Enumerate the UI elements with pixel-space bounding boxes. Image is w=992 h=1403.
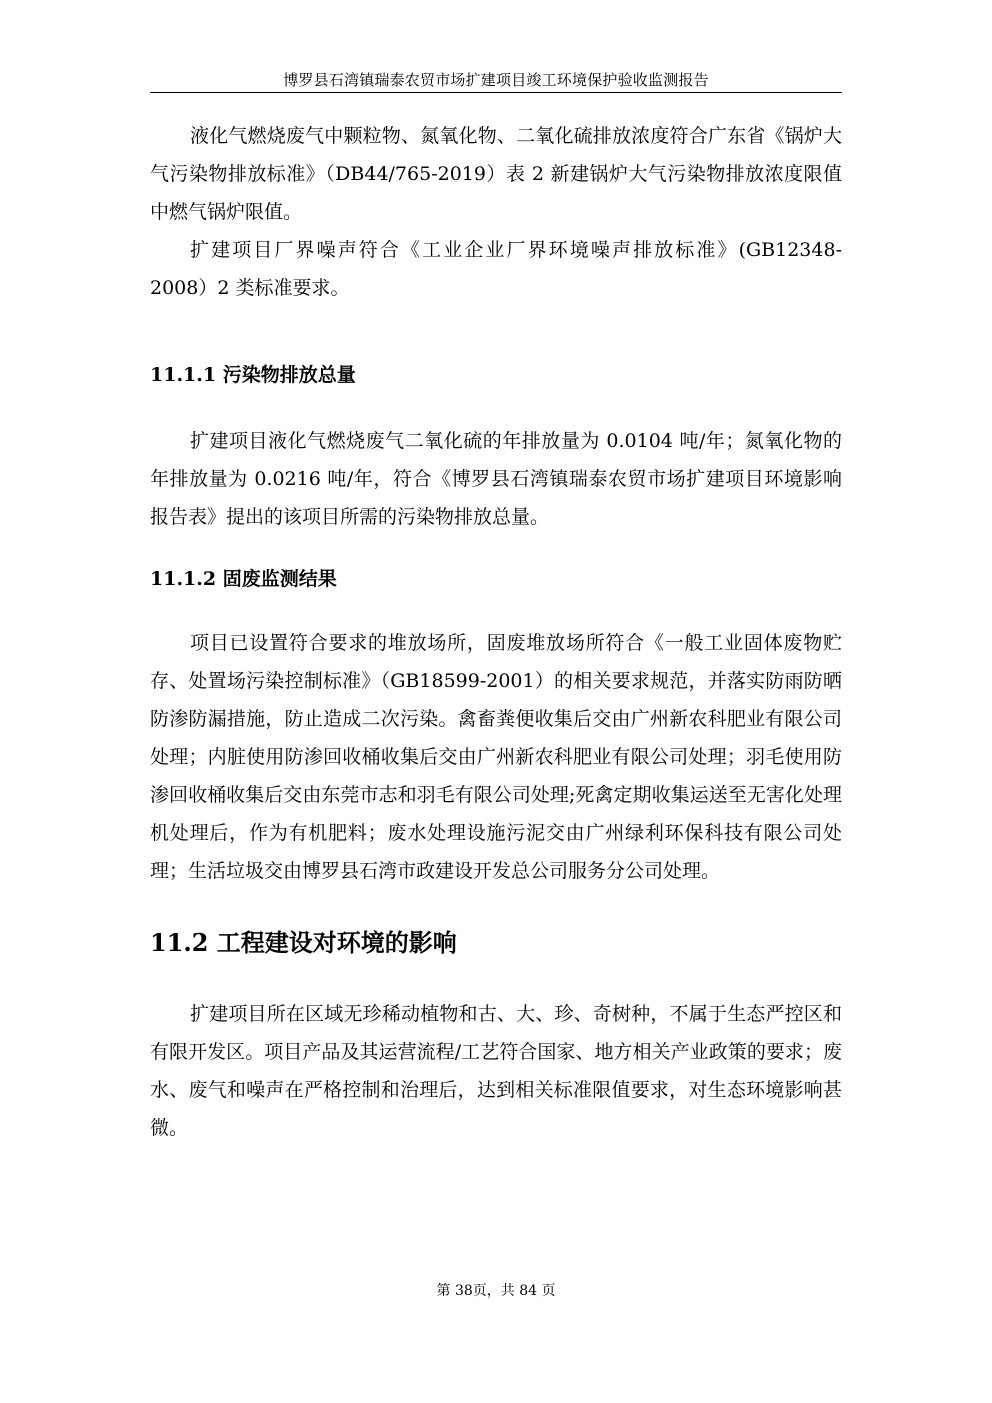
page-footer <box>0 1281 992 1301</box>
heading-solid-waste: 11.1.2 固废监测结果 <box>150 568 337 590</box>
header-title: 博罗县石湾镇瑞泰农贸市场扩建项目竣工环境保护验收监测报告 <box>283 71 709 89</box>
paragraph-solid-waste: 项目已设置符合要求的堆放场所，固废堆放场所符合《一般工业固体废物贮存、处置场污染控制标准》（GB18599-2001）的相关要求规范，并落实防雨防晒防渗防漏措施，防止造成二次污染。禽畜粪便收集后交由广州新农科肥业有限公司处理；内脏使用防渗回收桶收集后交由广州新农科肥业有限公司处理；羽毛使用防渗回收桶收集后交由东莞市志和羽毛有限公司处理;死禽定期收集运送至无害化处理机处理后，作为有机肥料；废水处理设施污泥交由广州绿利环保科技有限公司处理；生活垃圾交由博罗县石湾市政建设开发总公司服务分公司处理。 <box>150 632 842 882</box>
page-number: 第 38页，共 84 页 <box>436 1283 556 1299</box>
paragraph-noise: 扩建项目厂界噪声符合《工业企业厂界环境噪声排放标准》(GB12348-2008）2 类标准要求。 <box>150 239 842 299</box>
heading-environmental-impact: 11.2 工程建设对环境的影响 <box>150 928 457 957</box>
paragraph-environmental-impact: 扩建项目所在区域无珍稀动植物和古、大、珍、奇树种，不属于生态严控区和有限开发区。项目产品及其运营流程/工艺符合国家、地方相关产业政策的要求；废水、废气和噪声在严格控制和治理后，达到相关标准限值要求，对生态环境影响甚微。 <box>150 1003 842 1139</box>
paragraph-exhaust-gas: 液化气燃烧废气中颗粒物、氮氧化物、二氧化硫排放浓度符合广东省《锅炉大气污染物排放标准》（DB44/765-2019）表 2 新建锅炉大气污染物排放浓度限值中燃气锅炉限值。 <box>150 125 842 223</box>
heading-pollutant-total: 11.1.1 污染物排放总量 <box>150 364 356 386</box>
paragraph-pollutant-total: 扩建项目液化气燃烧废气二氧化硫的年排放量为 0.0104 吨/年；氮氧化物的年排放量为 0.0216 吨/年，符合《博罗县石湾镇瑞泰农贸市场扩建项目环境影响报告表》提出的该项目所需的污染物排放总量。 <box>150 430 842 528</box>
page-header <box>150 70 842 93</box>
